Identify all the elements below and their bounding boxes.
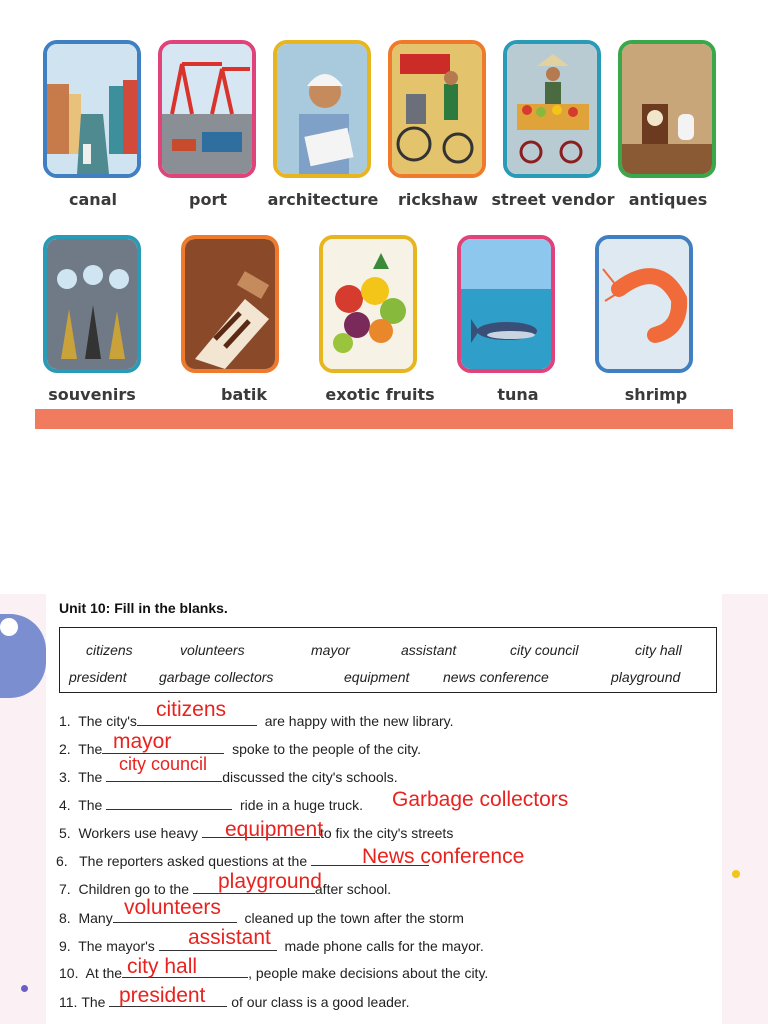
sentence-text: The city's [78,713,137,729]
word-bank-item: president [69,669,127,685]
vocab-label: street vendor [491,190,615,209]
batik-photo-icon [185,239,275,369]
sentence-4 [59,796,363,813]
sentence-text: to fix the city's streets [319,825,454,841]
vocab-label: souvenirs [48,385,136,404]
answer-text: News conference [362,845,525,868]
word-bank-box [59,627,717,693]
architecture-photo-icon [277,44,367,174]
street-vendor-photo-icon [507,44,597,174]
word-bank-item: news conference [443,669,549,685]
shrimp-photo-icon [599,239,689,369]
answer-text: mayor [113,730,172,753]
sentence-text: ride in a huge truck. [240,797,363,813]
rickshaw-card [388,40,486,178]
antiques-card [618,40,716,178]
shrimp-card [595,235,693,373]
architecture-card [273,40,371,178]
sentence-text: Workers use heavy [78,825,199,841]
sentence-text: spoke to the people of the city. [232,741,421,757]
vocabulary-panel [35,30,733,410]
exotic-fruits-card [319,235,417,373]
sentence-text: The mayor's [78,938,155,954]
yellow-dot-decoration [732,870,740,878]
fruits-photo-icon [323,239,413,369]
sentence-number: 11. [59,994,78,1010]
sentence-3 [59,768,398,785]
vocab-label: port [189,190,227,209]
vocab-label: antiques [628,190,708,209]
vocab-label: exotic fruits [325,385,435,404]
port-photo-icon [162,44,252,174]
answer-text: volunteers [124,896,221,919]
answer-text: city council [119,754,208,774]
sentence-number: 1. [59,713,71,729]
sentence-text: The [78,797,103,813]
accent-divider-bar [35,409,733,429]
sentence-text: after school. [314,881,392,897]
vocab-label: architecture [267,190,379,209]
sentence-number: 3. [59,769,71,785]
tuna-card [457,235,555,373]
answer-text: city hall [127,955,198,978]
word-bank-item: assistant [401,642,457,658]
sentence-9 [59,937,484,954]
purple-dot-decoration [21,985,28,992]
sentence-number: 7. [59,881,71,897]
word-bank-item: volunteers [180,642,245,658]
vocab-label: batik [220,385,268,404]
vocab-label: rickshaw [398,190,478,209]
sentence-text: discussed the city's schools. [222,769,398,785]
word-bank-item: equipment [344,669,410,685]
vocab-label: shrimp [624,385,688,404]
sentence-text: The [78,741,103,757]
canal-photo-icon [47,44,137,174]
sentence-text: cleaned up the town after the storm [244,910,464,926]
sentence-text: , people make decisions about the city. [248,965,489,981]
canal-card [43,40,141,178]
word-bank-item: playground [611,669,681,685]
sentence-number: 9. [59,938,71,954]
sentence-number: 8. [59,910,71,926]
sentence-text: made phone calls for the mayor. [284,938,484,954]
sentence-number: 6. [56,853,68,869]
answer-text: equipment [225,818,324,841]
sentence-text: The [78,769,103,785]
batik-card [181,235,279,373]
sentence-text: The [81,994,106,1010]
answer-text: Garbage collectors [392,788,569,811]
souvenirs-card [43,235,141,373]
sentence-number: 5. [59,825,71,841]
port-card [158,40,256,178]
word-bank-item: mayor [311,642,350,658]
sentence-text: Many [78,910,113,926]
answer-text: assistant [188,926,271,949]
word-bank-item: garbage collectors [159,669,274,685]
blue-bubble-decoration [0,618,18,636]
word-bank-item: city hall [635,642,682,658]
answer-blank [106,796,232,810]
sentence-number: 2. [59,741,71,757]
rickshaw-photo-icon [392,44,482,174]
sentence-text: The reporters asked questions at the [79,853,308,869]
sentence-number: 4. [59,797,71,813]
sentence-text: Children go to the [78,881,189,897]
answer-text: president [119,984,206,1007]
sentence-1 [59,712,454,729]
vocab-label: tuna [497,385,539,404]
answer-text: citizens [156,698,227,721]
word-bank-item: city council [510,642,579,658]
sentence-11 [59,993,409,1010]
vocab-label: canal [69,190,117,209]
sentence-text: of our class is a good leader. [231,994,410,1010]
street-vendor-card [503,40,601,178]
right-margin-decoration [722,594,768,1024]
sentence-text: are happy with the new library. [264,713,454,729]
souvenirs-photo-icon [47,239,137,369]
tuna-photo-icon [461,239,551,369]
worksheet-title: Unit 10: Fill in the blanks. [59,600,228,616]
answer-text: playground [218,870,322,893]
antiques-photo-icon [622,44,712,174]
word-bank-item: citizens [86,642,133,658]
sentence-10 [59,964,488,981]
sentence-text: At the [85,965,123,981]
sentence-8 [59,909,464,926]
sentence-number: 10. [59,965,79,981]
